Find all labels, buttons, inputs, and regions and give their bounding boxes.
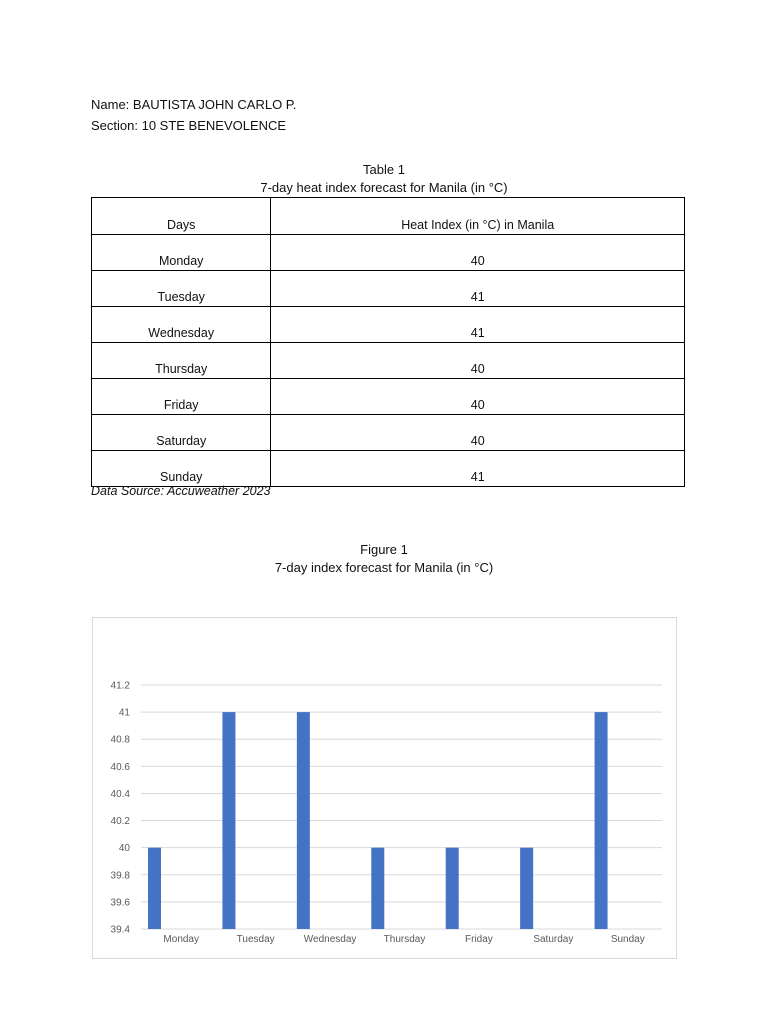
x-tick-label: Sunday [610, 934, 645, 945]
bar-friday [446, 848, 459, 929]
day-cell: Monday [92, 235, 271, 271]
chart-container [92, 617, 677, 959]
day-cell: Saturday [92, 415, 271, 451]
day-cell: Thursday [92, 343, 271, 379]
y-tick-label: 41 [118, 707, 130, 719]
figure-label: Figure 1 [360, 542, 408, 557]
day-cell: Friday [92, 379, 271, 415]
table-row [92, 379, 685, 415]
value-cell: 40 [271, 343, 685, 379]
student-name: Name: BAUTISTA JOHN CARLO P. [91, 97, 297, 112]
column-header-heat-index: Heat Index (in °C) in Manila [271, 198, 685, 235]
table-label: Table 1 [363, 162, 405, 177]
heat-index-table [91, 197, 685, 487]
x-tick-label: Friday [465, 934, 493, 945]
table-row [92, 271, 685, 307]
student-section: Section: 10 STE BENEVOLENCE [91, 118, 287, 133]
y-tick-label: 40.8 [110, 734, 130, 746]
y-tick-label: 39.4 [110, 924, 130, 936]
table-row [92, 307, 685, 343]
value-cell: 40 [271, 379, 685, 415]
day-cell: Wednesday [92, 307, 271, 343]
figure-title: 7-day index forecast for Manila (in °C) [274, 560, 494, 575]
gridlines [141, 685, 662, 929]
y-tick-label: 39.8 [110, 870, 130, 882]
value-cell: 40 [271, 415, 685, 451]
bar-sunday [595, 712, 608, 929]
day-cell: Tuesday [92, 271, 271, 307]
table-header-row [92, 198, 685, 235]
x-tick-label: Tuesday [236, 934, 275, 945]
table-row [92, 235, 685, 271]
table-row [92, 343, 685, 379]
table-title: 7-day heat index forecast for Manila (in °C) [260, 180, 508, 195]
y-tick-label: 40.2 [110, 816, 130, 828]
bar-tuesday [222, 712, 235, 929]
y-tick-label: 41.2 [110, 680, 130, 692]
value-cell: 41 [271, 307, 685, 343]
bar-saturday [520, 848, 533, 929]
column-header-days: Days [92, 198, 271, 235]
day-cell: Sunday [92, 451, 271, 487]
figure-caption [0, 541, 768, 577]
y-axis-ticks [111, 681, 131, 936]
bar-wednesday [297, 712, 310, 929]
data-source-note: Data Source: Accuweather 2023 [91, 484, 271, 498]
value-cell: 41 [271, 451, 685, 487]
x-axis-ticks [163, 934, 644, 945]
value-cell: 40 [271, 235, 685, 271]
bar-thursday [371, 848, 384, 929]
y-tick-label: 39.6 [110, 897, 130, 909]
y-tick-label: 40 [118, 843, 130, 855]
table-row [92, 415, 685, 451]
y-tick-label: 40.4 [110, 788, 130, 800]
bar-chart [93, 618, 676, 958]
value-cell: 41 [271, 271, 685, 307]
x-tick-label: Wednesday [303, 934, 357, 945]
y-tick-label: 40.6 [110, 761, 130, 773]
x-tick-label: Saturday [533, 934, 574, 945]
table-row [92, 451, 685, 487]
bar-monday [148, 848, 161, 929]
student-info [91, 94, 296, 136]
table-caption [0, 161, 768, 197]
x-tick-label: Thursday [383, 934, 426, 945]
x-tick-label: Monday [163, 934, 200, 945]
